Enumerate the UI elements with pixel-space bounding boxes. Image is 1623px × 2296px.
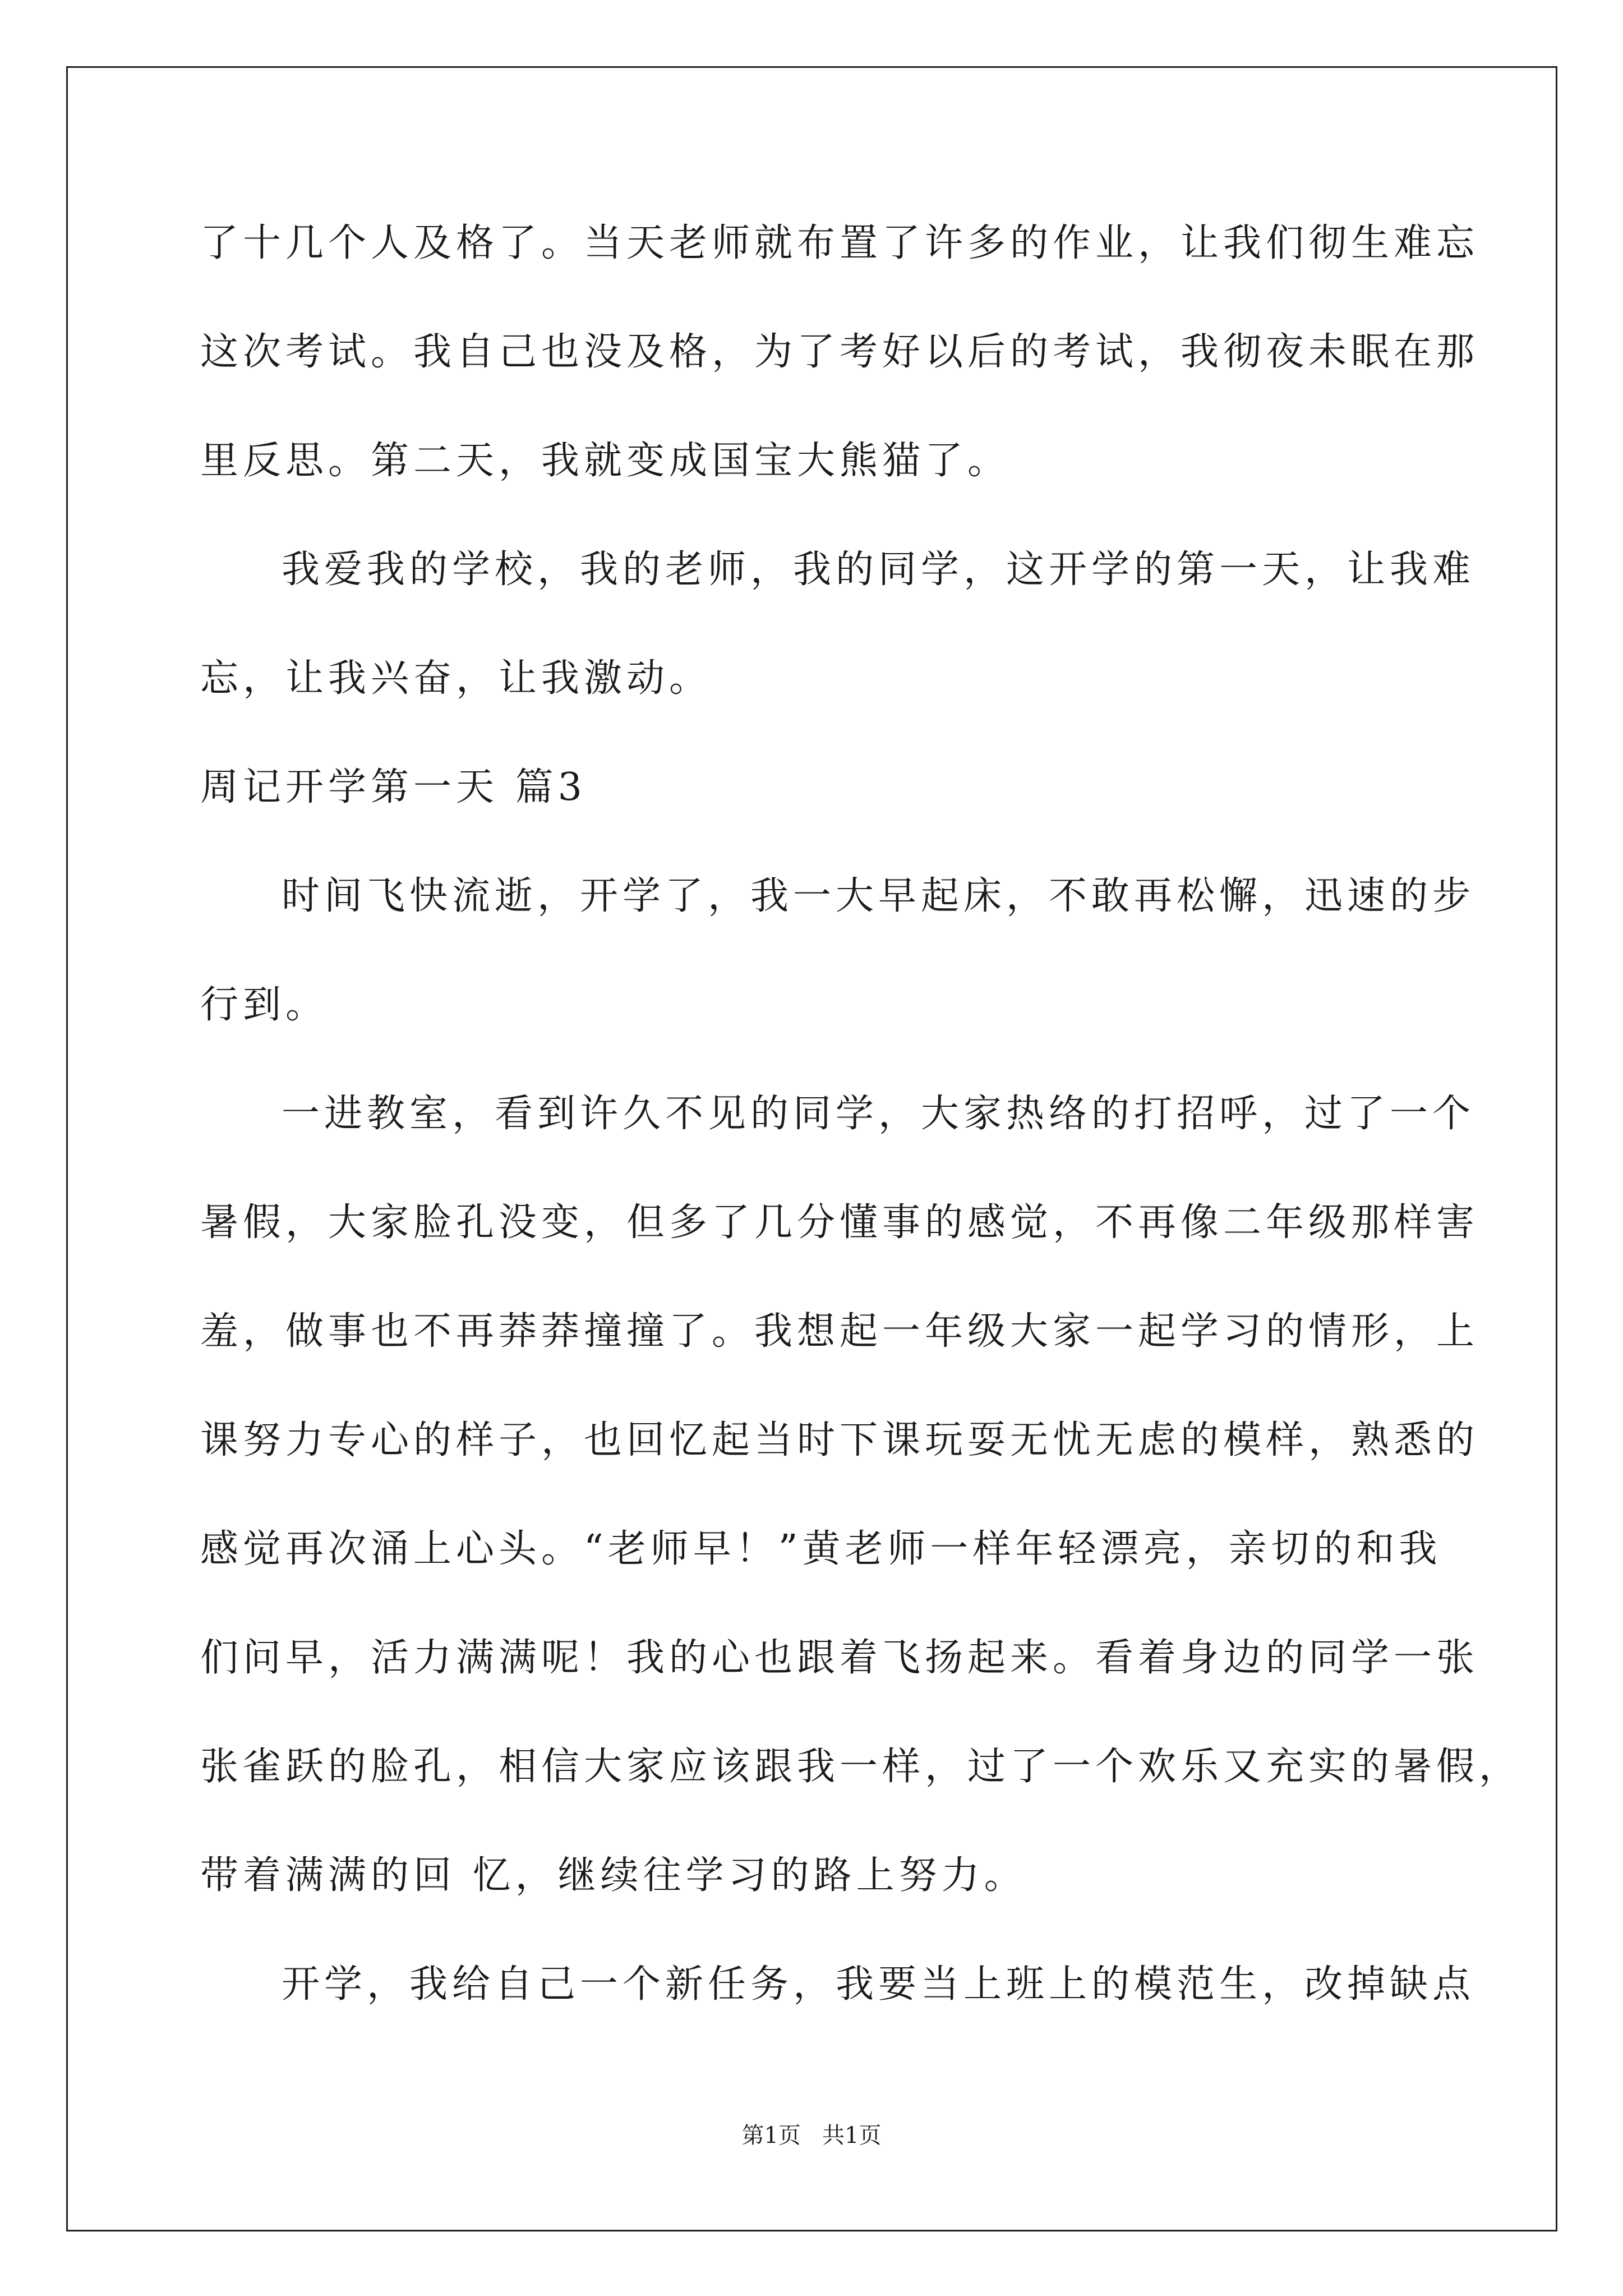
text-line: 暑假，大家脸孔没变，但多了几分懂事的感觉，不再像二年级那样害: [200, 1200, 1479, 1245]
text-line: 羞，做事也不再莽莽撞撞了。我想起一年级大家一起学习的情形，上: [200, 1309, 1479, 1354]
text-line: 这次考试。我自己也没及格，为了考好以后的考试，我彻夜未眠在那: [200, 330, 1479, 374]
text-line: 时间飞快流逝，开学了，我一大早起床，不敢再松懈，迅速的步: [282, 874, 1476, 918]
page-number-footer: 第1页 共1页: [741, 2123, 882, 2148]
text-line: 我爱我的学校，我的老师，我的同学，这开学的第一天，让我难: [282, 547, 1476, 592]
page-border: [66, 66, 1557, 2231]
text-line: 带着满满的回 忆，继续往学习的路上努力。: [200, 1853, 1027, 1898]
text-line: 开学，我给自己一个新任务，我要当上班上的模范生，改掉缺点: [282, 1962, 1476, 2007]
section-heading: 周记开学第一天 篇3: [200, 765, 587, 809]
text-line: 们问早，活力满满呢！我的心也跟着飞扬起来。看着身边的同学一张: [200, 1636, 1479, 1680]
text-line: 忘，让我兴奋，让我激动。: [200, 656, 712, 701]
text-line: 感觉再次涌上心头。“老师早！”黄老师一样年轻漂亮，亲切的和我: [200, 1527, 1442, 1571]
text-line: 里反思。第二天，我就变成国宝大熊猫了。: [200, 439, 1011, 483]
text-line: 张雀跃的脸孔，相信大家应该跟我一样，过了一个欢乐又充实的暑假，: [200, 1745, 1522, 1789]
text-line: 行到。: [200, 983, 329, 1027]
text-line: 一进教室，看到许久不见的同学，大家热络的打招呼，过了一个: [282, 1092, 1476, 1136]
text-line: 课努力专心的样子，也回忆起当时下课玩耍无忧无虑的模样，熟悉的: [200, 1418, 1479, 1462]
text-line: 了十几个人及格了。当天老师就布置了许多的作业，让我们彻生难忘: [200, 221, 1479, 265]
